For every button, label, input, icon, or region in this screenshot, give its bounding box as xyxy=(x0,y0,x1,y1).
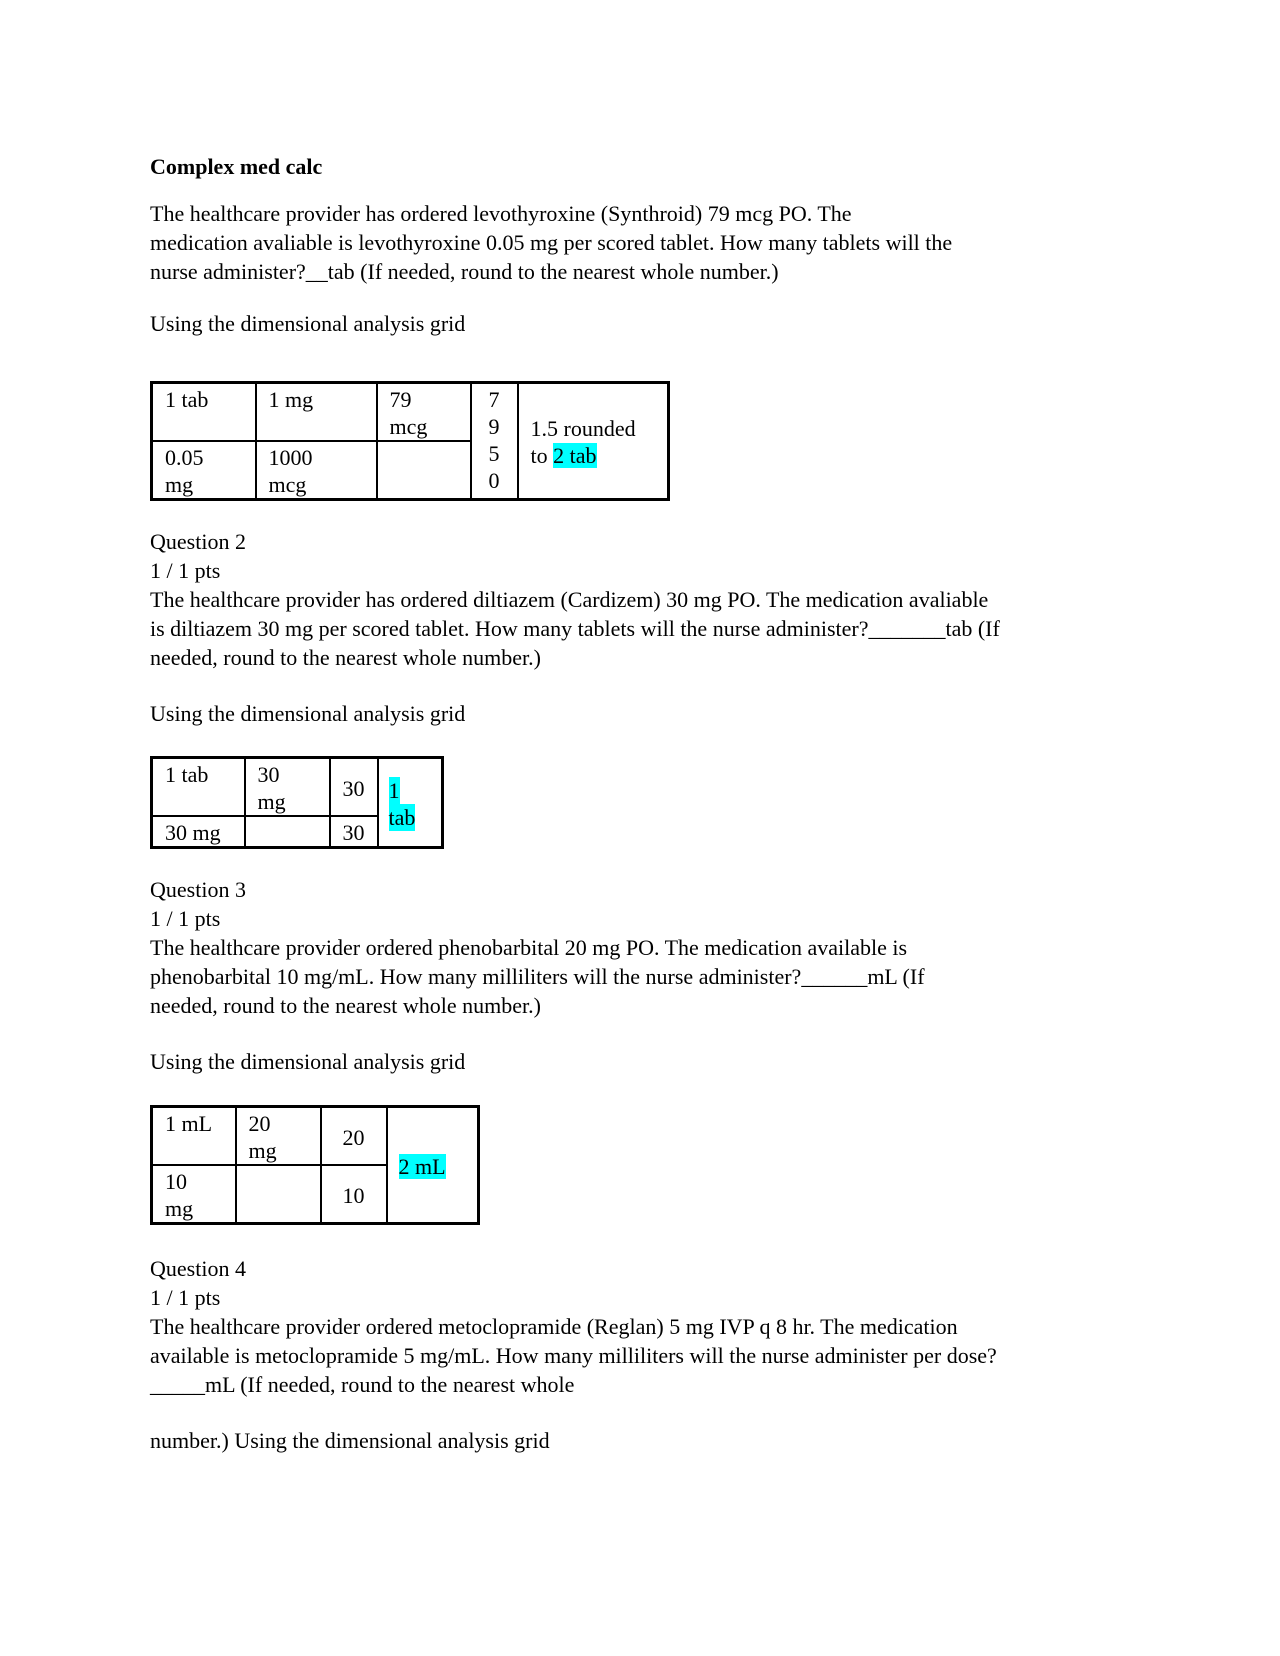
q1-cell-r1c2: 1 mg xyxy=(256,383,377,442)
q2-cell-r1c2 xyxy=(245,758,330,817)
q2-grid-label: Using the dimensional analysis grid xyxy=(150,701,466,726)
q1-text-line: nurse administer?__tab (If needed, round to the nearest whole number.) xyxy=(150,259,779,284)
q1-cell-unit: mg xyxy=(165,472,194,497)
q3-cell-unit: mg xyxy=(165,1196,194,1221)
q4-text-line: _____mL (If needed, round to the nearest whole xyxy=(150,1372,575,1397)
q3-grid-label: Using the dimensional analysis grid xyxy=(150,1049,466,1074)
q1-cell-r2c3-empty xyxy=(377,441,471,500)
q3-cell-unit: mg xyxy=(248,1138,277,1163)
q4-text-line: The healthcare provider ordered metoclopramide (Reglan) 5 mg IVP q 8 hr. The medication xyxy=(150,1314,958,1339)
q2-result-answer: 1 xyxy=(388,777,400,803)
q1-result-line: 1.5 rounded xyxy=(530,416,636,441)
q2-text-line: needed, round to the nearest whole number.) xyxy=(150,645,541,670)
q1-result-line xyxy=(531,442,668,469)
q1-analysis-grid xyxy=(150,381,670,501)
q3-cell-r2c2-empty xyxy=(236,1165,321,1224)
q1-text-line: The healthcare provider has ordered levothyroxine (Synthroid) 79 mcg PO. The xyxy=(150,201,852,226)
q3-heading: Question 3 xyxy=(150,877,246,902)
q4-tail-text: number.) Using the dimensional analysis grid xyxy=(150,1428,550,1453)
q2-cell-r1c1: 1 tab xyxy=(152,758,245,817)
q2-text-line: is diltiazem 30 mg per scored tablet. How many tablets will the nurse administer?_______tab (If xyxy=(150,616,1000,641)
q2-points: 1 / 1 pts xyxy=(150,558,221,583)
q2-cell-r1c3: 30 xyxy=(330,758,378,817)
q3-text-line: phenobarbital 10 mg/mL. How many milliliters will the nurse administer?______mL (If xyxy=(150,964,925,989)
q4-block xyxy=(150,1254,1140,1399)
q1-digit: 5 xyxy=(488,441,500,466)
q1-cell-value: 79 xyxy=(389,387,412,412)
q3-points: 1 / 1 pts xyxy=(150,906,221,931)
q3-cell-value: 20 xyxy=(248,1111,271,1136)
q3-text-line: needed, round to the nearest whole number.) xyxy=(150,993,541,1018)
q3-block xyxy=(150,875,1140,1020)
q3-result-answer: 2 mL xyxy=(398,1153,446,1179)
q1-cell-value: 0.05 xyxy=(165,445,204,470)
q3-analysis-grid xyxy=(150,1105,480,1225)
q1-cell-unit: mcg xyxy=(268,472,307,497)
q2-analysis-grid xyxy=(150,756,444,849)
q1-grid-label: Using the dimensional analysis grid xyxy=(150,311,466,336)
q1-cell-unit: mcg xyxy=(389,414,428,439)
q2-cell-r2c1: 30 mg xyxy=(152,816,245,848)
q2-heading: Question 2 xyxy=(150,529,246,554)
q1-cell-r1c1: 1 tab xyxy=(152,383,256,442)
q3-cell-r1c3: 20 xyxy=(321,1107,387,1166)
q1-digit: 9 xyxy=(488,414,500,439)
q1-text xyxy=(150,199,1140,286)
q1-digit: 0 xyxy=(488,468,500,493)
q1-text-line: medication avaliable is levothyroxine 0.05 mg per scored tablet. How many tablets will the xyxy=(150,230,953,255)
q3-cell-r1c2 xyxy=(236,1107,321,1166)
q3-text-line: The healthcare provider ordered phenobarbital 20 mg PO. The medication available is xyxy=(150,935,908,960)
q3-cell-value: 10 xyxy=(165,1169,187,1194)
document-title: Complex med calc xyxy=(150,154,323,179)
q1-cell-r1c3 xyxy=(377,383,471,442)
q2-cell-r2c3: 30 xyxy=(330,816,378,848)
q2-cell-unit: mg xyxy=(257,789,286,814)
q1-cell-r2c1 xyxy=(152,441,256,500)
q2-cell-value: 30 xyxy=(257,762,280,787)
q3-cell-r2c1 xyxy=(152,1165,236,1224)
q3-result-cell xyxy=(387,1107,479,1224)
q1-cell-r2c2 xyxy=(256,441,377,500)
q1-result-cell xyxy=(518,383,669,500)
q4-heading: Question 4 xyxy=(150,1256,246,1281)
q4-points: 1 / 1 pts xyxy=(150,1285,221,1310)
q1-result-answer: 2 tab xyxy=(553,443,597,468)
q3-cell-r2c3: 10 xyxy=(321,1165,387,1224)
q2-text-line: The healthcare provider has ordered diltiazem (Cardizem) 30 mg PO. The medication avaliable xyxy=(150,587,989,612)
q2-block xyxy=(150,527,1140,672)
q2-result-unit: tab xyxy=(388,804,416,830)
q1-cell-value: 1000 xyxy=(268,445,313,470)
q2-result-cell xyxy=(378,758,443,848)
q1-result-prefix: to xyxy=(530,443,554,468)
q1-digits-cell xyxy=(471,383,518,500)
q1-digit: 7 xyxy=(488,387,500,412)
q2-cell-r2c2-empty xyxy=(245,816,330,848)
q4-text-line: available is metoclopramide 5 mg/mL. How many milliliters will the nurse administer per dose? xyxy=(150,1343,997,1368)
q3-cell-r1c1: 1 mL xyxy=(152,1107,236,1166)
